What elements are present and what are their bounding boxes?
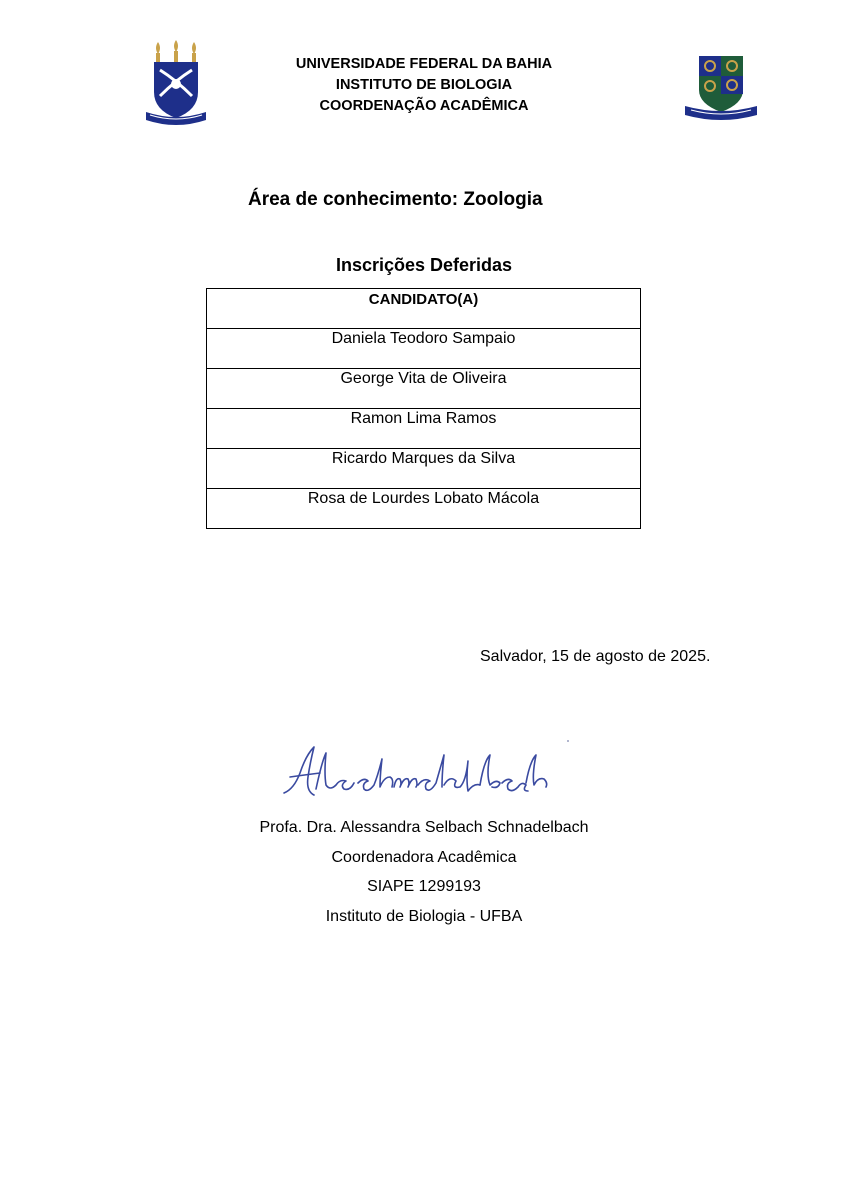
table-cell <box>207 449 641 489</box>
table-row <box>207 369 641 409</box>
candidate-name: George Vita de Oliveira <box>340 370 507 387</box>
signer-name: Profa. Dra. Alessandra Selbach Schnadelbach <box>259 819 589 836</box>
table-cell <box>207 369 641 409</box>
candidate-name: Ramon Lima Ramos <box>350 410 497 427</box>
signer-role: Coordenadora Acadêmica <box>331 849 517 866</box>
signer-siape: SIAPE 1299193 <box>367 878 481 895</box>
candidate-name: Daniela Teodoro Sampaio <box>331 330 516 347</box>
ufba-crest-icon <box>144 40 208 136</box>
table-row <box>207 449 641 489</box>
table-cell <box>207 329 641 369</box>
area-title: Área de conhecimento: Zoologia <box>248 189 543 210</box>
table-cell <box>207 409 641 449</box>
institute-name: INSTITUTO DE BIOLOGIA <box>335 77 513 93</box>
table-title: Inscrições Deferidas <box>335 255 513 275</box>
handwritten-signature <box>276 735 576 805</box>
table-row <box>207 329 641 369</box>
table-row <box>207 409 641 449</box>
table-header-row <box>207 289 641 329</box>
signer-institution: Instituto de Biologia - UFBA <box>325 908 523 925</box>
candidates-table <box>206 288 641 529</box>
table-row <box>207 489 641 529</box>
biology-institute-crest-icon <box>683 54 759 124</box>
candidate-name: Rosa de Lourdes Lobato Mácola <box>307 490 540 507</box>
department-name: COORDENAÇÃO ACADÊMICA <box>319 98 529 114</box>
table-cell <box>207 489 641 529</box>
date-line: Salvador, 15 de agosto de 2025. <box>480 648 711 665</box>
university-name: UNIVERSIDADE FEDERAL DA BAHIA <box>295 56 553 72</box>
table-header-cell: CANDIDATO(A) <box>207 289 641 329</box>
candidate-name: Ricardo Marques da Silva <box>331 450 516 467</box>
